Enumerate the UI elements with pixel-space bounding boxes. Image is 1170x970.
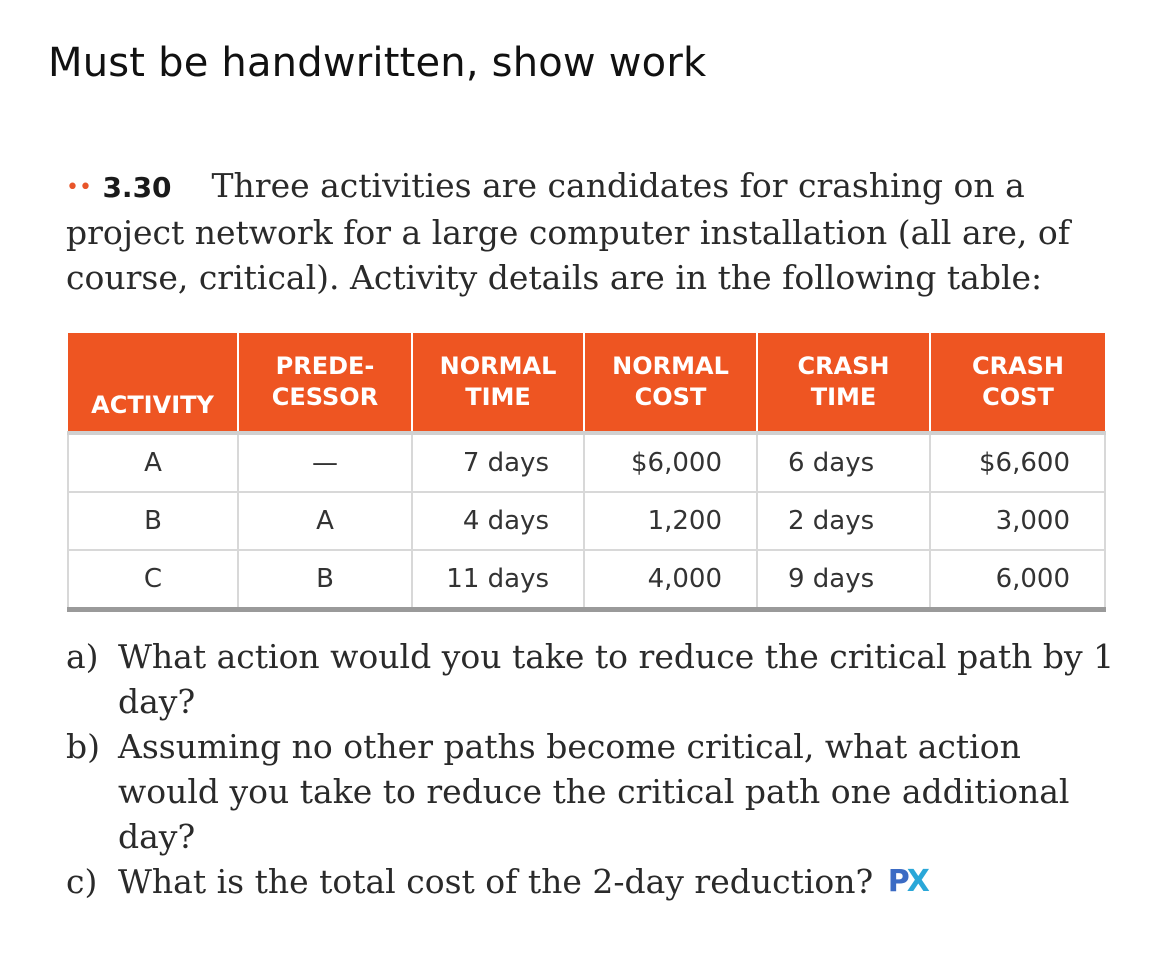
problem-statement (66, 163, 1116, 300)
logo-letter-x: X (906, 864, 927, 899)
problem-number: 3.30 (102, 171, 172, 204)
header-predecessor: PREDE- CESSOR (238, 333, 412, 433)
question-text: What action would you take to reduce the critical path by 1 day? (118, 637, 1115, 721)
cell-crash-time: 9 days (757, 550, 930, 610)
question-text: What is the total cost of the 2-day reduction? (118, 862, 874, 901)
cell-normal-cost: 4,000 (584, 550, 757, 610)
table-row (68, 492, 1105, 550)
table-row (68, 433, 1105, 492)
logo-letter-p: P (887, 864, 907, 899)
cell-activity: A (68, 433, 238, 492)
header-normal-cost: NORMAL COST (584, 333, 757, 433)
header-activity: ACTIVITY (68, 333, 238, 433)
problem-text: Three activities are candidates for crashing on a project network for a large computer installation (all are, of course, critical). Activity details are in the following table: (66, 166, 1070, 297)
question-list (66, 634, 1116, 904)
cell-normal-cost: 1,200 (584, 492, 757, 550)
cell-crash-cost: $6,600 (930, 433, 1105, 492)
cell-normal-time: 7 days (412, 433, 584, 492)
cell-activity: C (68, 550, 238, 610)
cell-crash-cost: 3,000 (930, 492, 1105, 550)
px-logo-icon (888, 859, 927, 904)
cell-predecessor: — (238, 433, 412, 492)
question-label: a) (66, 637, 99, 676)
question-text: Assuming no other paths become critical, what action would you take to reduce the critical path one additional day? (118, 727, 1070, 856)
cell-activity: B (68, 492, 238, 550)
question-b (66, 724, 1116, 859)
header-normal-time: NORMAL TIME (412, 333, 584, 433)
cell-predecessor: B (238, 550, 412, 610)
cell-crash-time: 2 days (757, 492, 930, 550)
question-a (66, 634, 1116, 724)
question-c (66, 859, 1116, 904)
question-label: b) (66, 727, 100, 766)
cell-normal-time: 4 days (412, 492, 584, 550)
cell-crash-time: 6 days (757, 433, 930, 492)
table-header-row (68, 333, 1105, 433)
header-crash-time: CRASH TIME (757, 333, 930, 433)
question-label: c) (66, 862, 98, 901)
activity-table (67, 333, 1106, 612)
difficulty-dots: •• (66, 175, 92, 200)
header-crash-cost: CRASH COST (930, 333, 1105, 433)
table-row (68, 550, 1105, 610)
cell-normal-time: 11 days (412, 550, 584, 610)
page-title: Must be handwritten, show work (48, 40, 707, 86)
cell-normal-cost: $6,000 (584, 433, 757, 492)
cell-predecessor: A (238, 492, 412, 550)
cell-crash-cost: 6,000 (930, 550, 1105, 610)
